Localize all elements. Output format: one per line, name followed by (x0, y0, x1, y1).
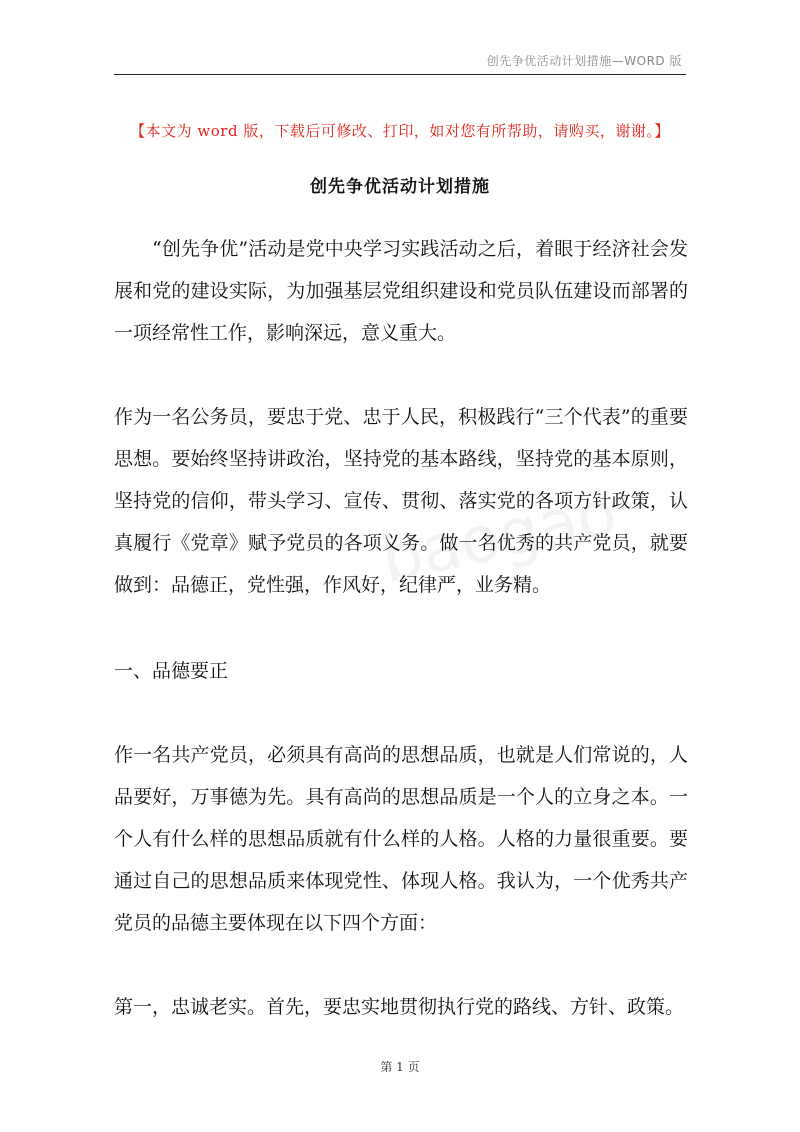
body-paragraph-2: 作为一名公务员，要忠于党、忠于人民，积极践行“三个代表”的重要思想。要始终坚持讲政治，坚持党的基本路线，坚持党的基本原则，坚持党的信仰，带头学习、宣传、贯彻、落实党的各项方针政策，认真履行《党章》赋予党员的各项义务。做一名优秀的共产党员，就要做到：品德正，党性强，作风好，纪律严，业务精。 (114, 406, 688, 596)
document-title: 创先争优活动计划措施 (310, 177, 490, 197)
page-number: 第 1 页 (380, 1060, 420, 1074)
header-divider (114, 74, 686, 75)
section-heading-1: 一、品德要正 (114, 660, 229, 682)
intro-paragraph: “创先争优”活动是党中央学习实践活动之后，着眼于经济社会发展和党的建设实际，为加强基层党组织建设和党员队伍建设而部署的一项经常性工作，影响深远，意义重大。 (114, 238, 688, 344)
page-header-title: 创先争优活动计划措施—WORD 版 (486, 54, 682, 68)
download-notice: 【本文为 word 版，下载后可修改、打印，如对您有所帮助，请购买，谢谢。】 (130, 122, 670, 140)
body-paragraph-4: 第一，忠诚老实。首先，要忠实地贯彻执行党的路线、方针、政策。 (114, 996, 685, 1018)
body-paragraph-3: 作一名共产党员，必须具有高尚的思想品质，也就是人们常说的，人品要好，万事德为先。具有高尚的思想品质是一个人的立身之本。一个人有什么样的思想品质就有什么样的人格。人格的力量很重要。要通过自己的思想品质来体现党性、体现人格。我认为，一个优秀共产党员的品德主要体现在以下四个方面： (114, 744, 688, 934)
